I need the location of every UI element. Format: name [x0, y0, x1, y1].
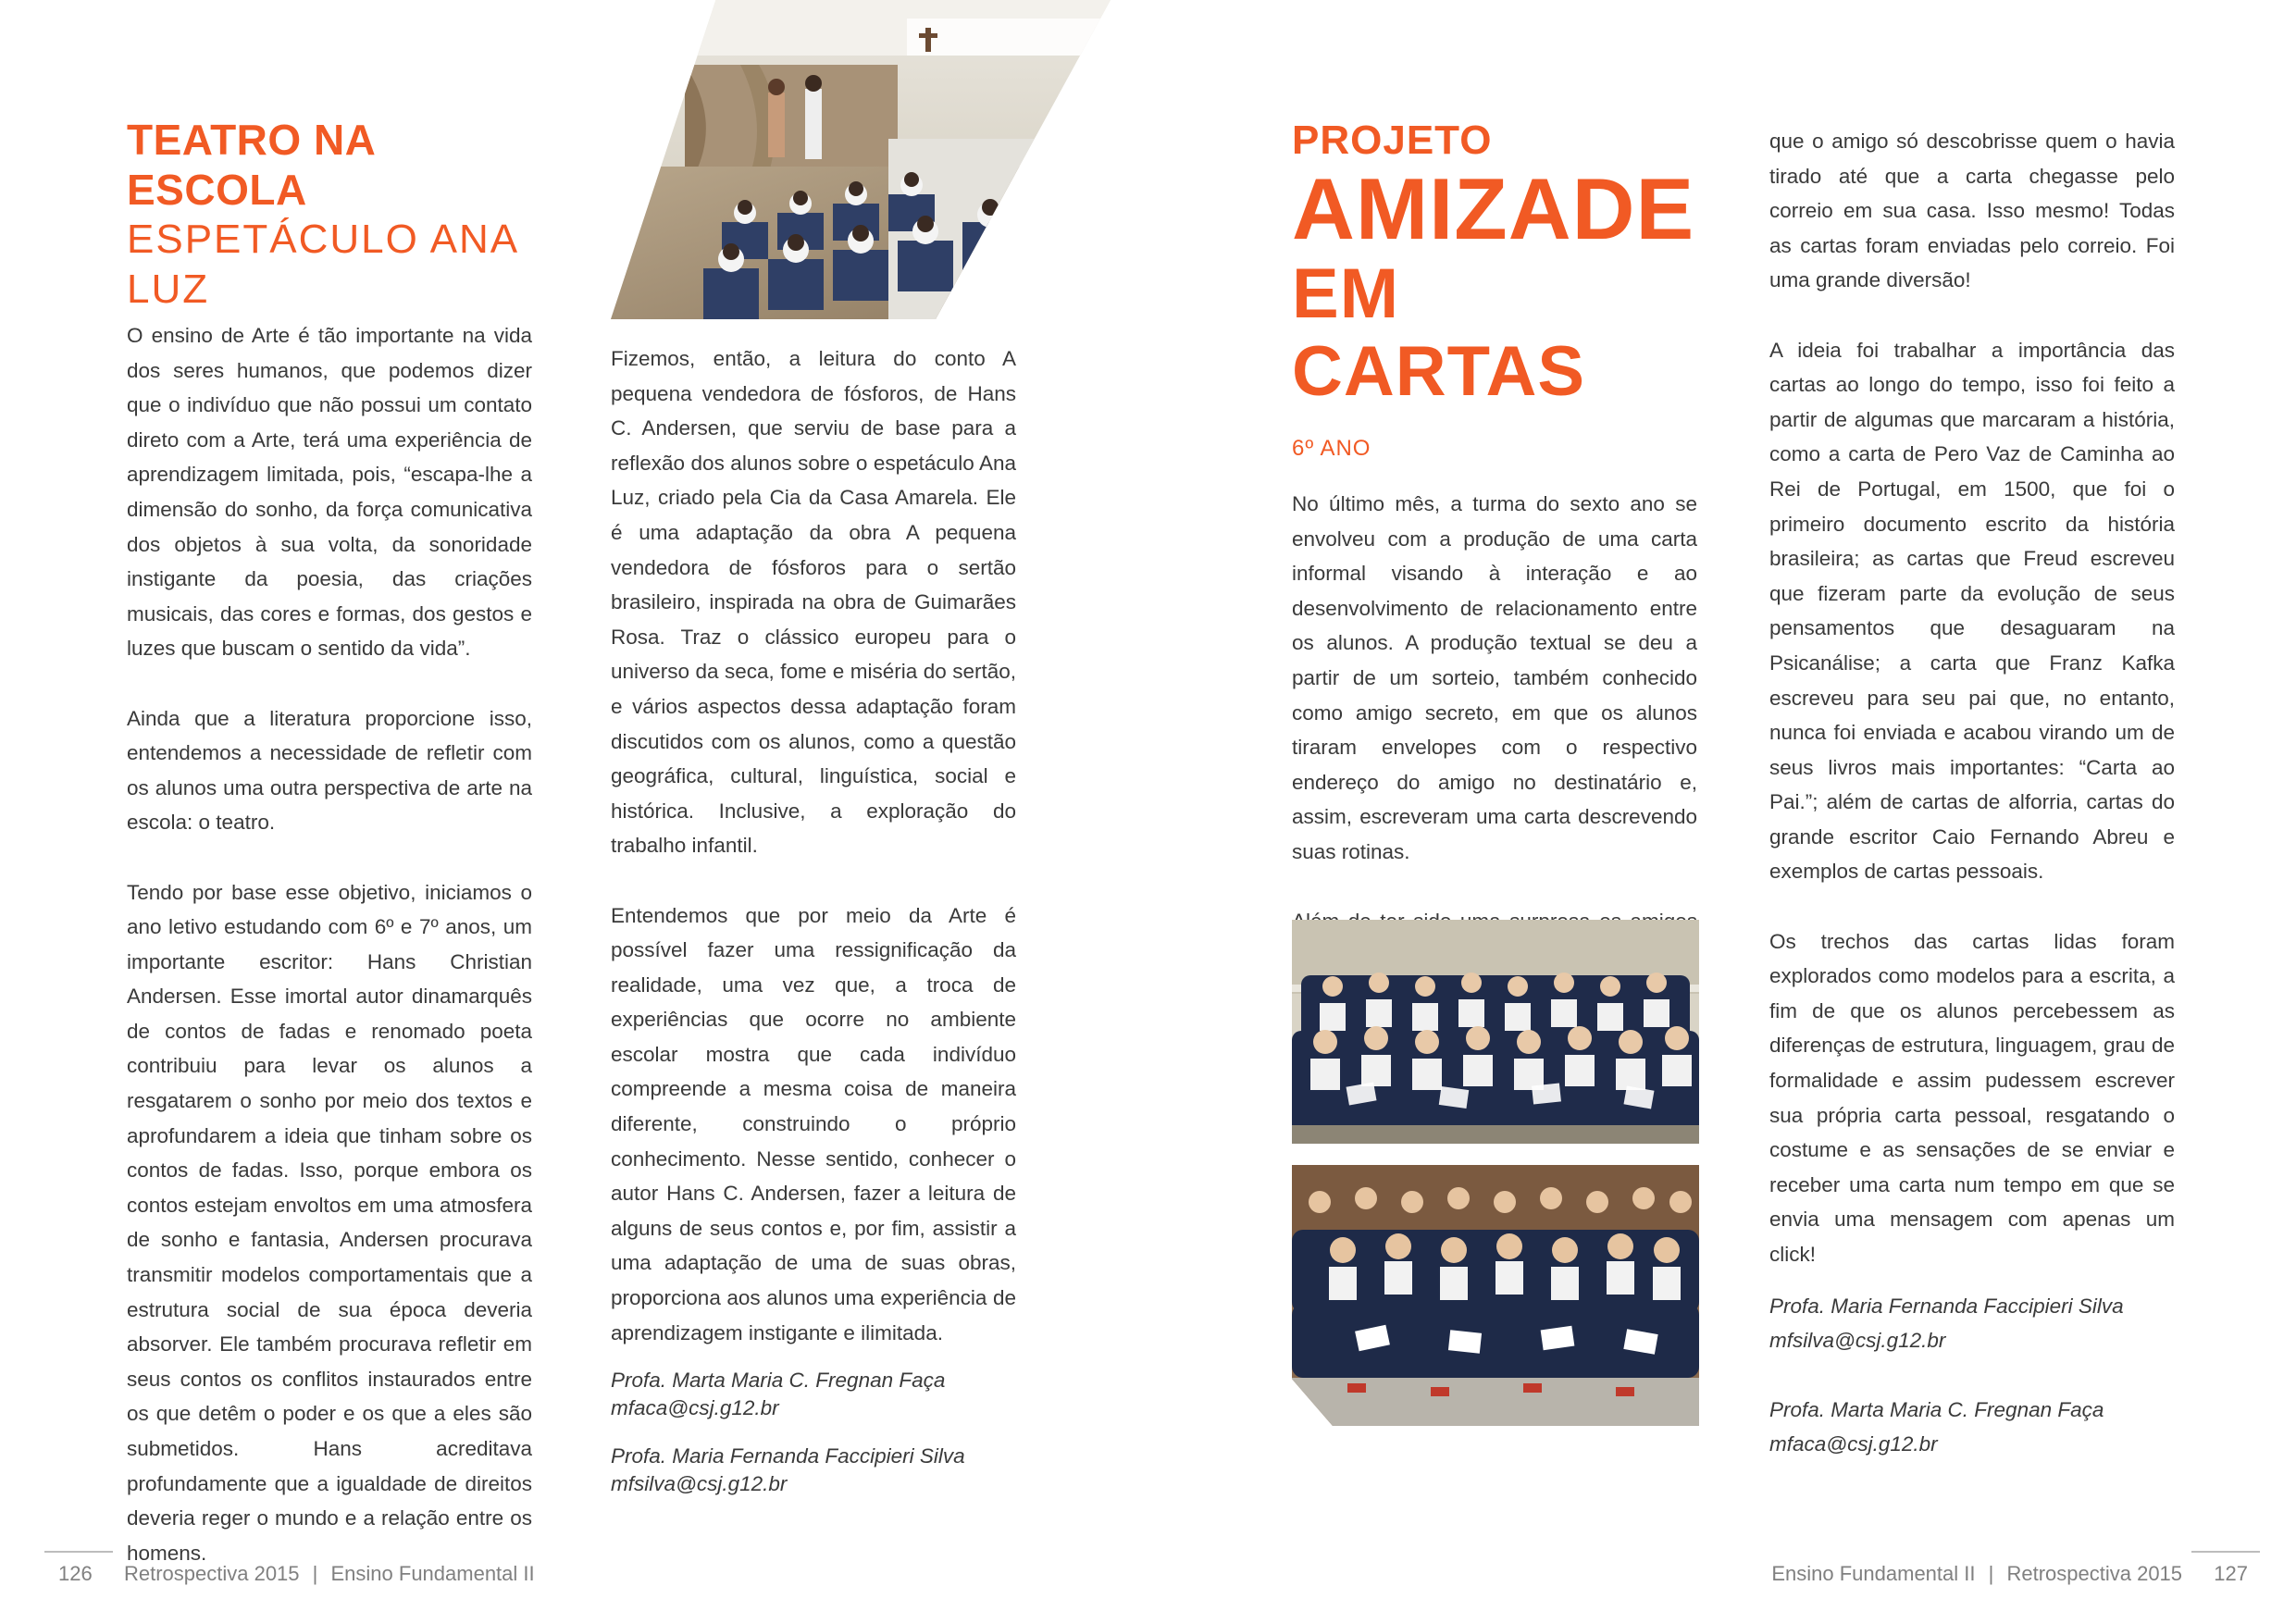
footer-separator: |: [312, 1562, 318, 1585]
signature-name: Profa. Maria Fernanda Faccipieri Silva: [1769, 1294, 2124, 1318]
teatro-signature-2: [611, 1443, 1016, 1498]
signature-email: mfsilva@csj.g12.br: [611, 1472, 788, 1496]
teatro-subtitle: ESPETÁCULO ANA LUZ: [127, 217, 517, 312]
paragraph: O ensino de Arte é tão importante na vida dos seres humanos, que podemos dizer que o indivíduo que não possui um contato direto com a Arte, terá uma experiência de aprendizagem limitada, pois, “escapa-lhe a dimensão do sonho, da força comunicativa dos objetos à sua volta, da sonoridade instigante da poesia, das criações musicais, das cores e formas, dos gestos e luzes que buscam o sentido da vida”.: [127, 324, 532, 661]
em-cartas-title: EM CARTAS: [1292, 254, 1586, 411]
right-page: [1148, 0, 2296, 1623]
footer-right: [1771, 1562, 2248, 1586]
amizade-signature-1: [1769, 1289, 2175, 1358]
group-photo-1: [1292, 920, 1699, 1144]
paragraph: Entendemos que por meio da Arte é possível fazer uma ressignificação da realidade, uma vez que, a troca de experiências que ocorre no ambiente escolar mostra que cada indivíduo compreende a mesma coisa de maneira diferente, construindo o próprio conhecimento. Nesse sentido, conhecer o autor Hans C. Andersen, fazer a leitura de alguns de seus contos e, por fim, assistir a uma adaptação de uma de suas obras, proporciona aos alunos uma experiência de aprendizagem instigante e ilimitada.: [611, 903, 1016, 1344]
teatro-title: TEATRO NA ESCOLA: [127, 116, 375, 214]
amizade-column-1: [1292, 118, 1697, 1044]
signature-email: mfaca@csj.g12.br: [611, 1396, 779, 1420]
section-name: Ensino Fundamental II: [1771, 1562, 1976, 1585]
footer-left: [58, 1562, 535, 1586]
paragraph: Ainda que a literatura proporcione isso, entendemos a necessidade de refletir com os alunos uma outra perspectiva de arte na escola: o teatro.: [127, 706, 532, 835]
signature-name: Profa. Marta Maria C. Fregnan Faça: [1769, 1397, 2104, 1421]
signature-email: mfaca@csj.g12.br: [1769, 1432, 1938, 1456]
paragraph: que o amigo só descobrisse quem o havia tirado até que a carta chegasse pelo correio em sua casa. Isso mesmo! Todas as cartas foram enviadas pelo correio. Foi uma grande diversão!: [1769, 130, 2175, 292]
amizade-body-col2: [1769, 124, 2175, 1272]
paragraph: Tendo por base esse objetivo, iniciamos o ano letivo estudando com 6º e 7º anos, um importante escritor: Hans Christian Andersen. Esse imortal autor dinamarquês de contos de fadas e renomado poeta contribuiu para levar os alunos a resgatarem o sonho por meio dos textos e aprofundarem a ideia que tinham sobre os contos de fadas. Isso, porque embora os contos estejam envoltos em uma atmosfera de sonho e fantasia, Andersen procurava transmitir modelos comportamentais que a estrutura social de sua época deveria absorver. Ele também procurava refletir em seus contos os conflitos instaurados entre os que detêm o poder e os que a eles são submetidos. Hans acreditava profundamente que a igualdade de direitos deveria reger o mundo e a relação entre os homens.: [127, 880, 532, 1565]
signature-name: Profa. Marta Maria C. Fregnan Faça: [611, 1369, 946, 1393]
signature-email: mfsilva@csj.g12.br: [1769, 1329, 1946, 1353]
publication-name: Retrospectiva 2015: [123, 1562, 300, 1585]
paragraph: Fizemos, então, a leitura do conto A pequena vendedora de fósforos, de Hans C. Andersen, que serviu de base para a reflexão dos alunos sobre o espetáculo Ana Luz, criado pela Cia da Casa Amarela. Ele é uma adaptação da obra A pequena vendedora de fósforos para o sertão brasileiro, inspirada na obra de Guimarães Rosa. Traz o clássico europeu para o universo da seca, fome e miséria do sertão, e vários aspectos dessa adaptação foram discutidos com os alunos, como a questão geográfica, cultural, linguística, social e histórica. Inclusive, a exploração do trabalho infantil.: [611, 347, 1016, 858]
teatro-column-2: [611, 341, 1016, 1518]
paragraph: No último mês, a turma do sexto ano se envolveu com a produção de uma carta informal visando à interação e ao desenvolvimento de relacionamento entre os alunos. A produção textual se deu a partir de um sorteio, também conhecido como amigo secreto, em que os alunos tiraram envelopes com o respectivo endereço do amigo no destinatário e, assim, escreveram uma carta descrevendo suas rotinas.: [1292, 492, 1697, 863]
group-photo-2: [1292, 1165, 1699, 1426]
paragraph: Os trechos das cartas lidas foram explorados como modelos para a escrita, a fim de que os alunos percebessem as diferenças de estrutura, linguagem, grau de formalidade e assim pudessem escrever sua própria carta pessoal, resgatando o costume e as sensações de se enviar e receber uma carta num tempo em que se envia uma mensagem com apenas um click!: [1769, 929, 2175, 1266]
amizade-signature-2: [1769, 1393, 2175, 1462]
publication-name: Retrospectiva 2015: [2006, 1562, 2183, 1585]
projeto-label: PROJETO: [1292, 118, 1493, 163]
page-number: 126: [58, 1562, 93, 1585]
grade-label: 6º ANO: [1292, 436, 1371, 461]
amizade-column-2: [1769, 124, 2175, 1482]
page-number: 127: [2214, 1562, 2248, 1585]
teatro-body-col1: [127, 318, 532, 1570]
teatro-column-1: [127, 115, 532, 1605]
footer-rule-left: [44, 1551, 113, 1553]
theater-photo: [611, 0, 1111, 319]
amizade-title: AMIZADE: [1292, 160, 1695, 257]
signature-name: Profa. Maria Fernanda Faccipieri Silva: [611, 1444, 965, 1468]
footer-separator: |: [1988, 1562, 1994, 1585]
paragraph: A ideia foi trabalhar a importância das cartas ao longo do tempo, isso foi feito a partir de algumas que marcaram a história, como a carta de Pero Vaz de Caminha ao Rei de Portugal, em 1500, que foi o primeiro documento escrito da história brasileira; as cartas que Freud escreveu que fizeram parte da evolução de seus pensamentos que desaguaram na Psicanálise; a carta que Franz Kafka escreveu para seu pai que, no entanto, nunca foi enviada e acabou virando um de seus livros mais importantes: “Carta ao Pai.”; além de cartas de alforria, cartas do grande escritor Caio Fernando Abreu e exemplos de cartas pessoais.: [1769, 338, 2175, 884]
teatro-body-col2: [611, 341, 1016, 1350]
section-name: Ensino Fundamental II: [330, 1562, 535, 1585]
teatro-signature-1: [611, 1367, 1016, 1422]
footer-rule-right: [2191, 1551, 2260, 1553]
